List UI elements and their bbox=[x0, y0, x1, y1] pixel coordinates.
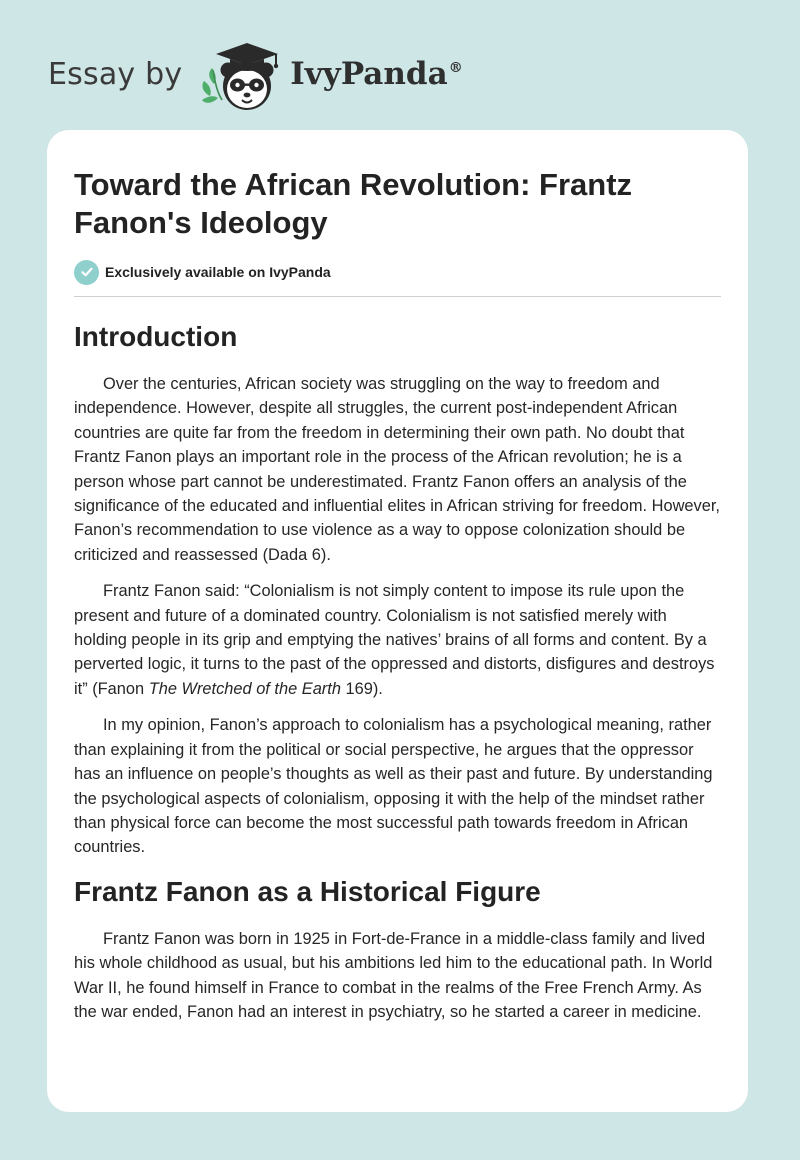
brand-name[interactable]: IvyPanda® bbox=[290, 56, 463, 92]
check-circle-icon bbox=[74, 260, 99, 285]
paragraph-quote: Frantz Fanon said: “Colonialism is not simply content to impose its rule upon the present and future of a dominated country. Colonialism is not satisfied merely with holding people in its grip and emptying the natives’ brains of all forms and content. By a perverted logic, it turns to the past of the oppressed and distorts, disfigures and destroys it” (Fanon The Wretched of the Earth 169). bbox=[74, 582, 715, 698]
exclusive-badge bbox=[74, 259, 721, 285]
site-header bbox=[48, 34, 648, 114]
section-heading-historical-figure: Frantz Fanon as a Historical Figure bbox=[74, 875, 541, 907]
panda-graduate-icon[interactable] bbox=[200, 34, 286, 114]
paragraph: Over the centuries, African society was struggling on the way to freedom and independence. However, despite all struggles, the current post-independent African countries are quite far from the freedom in determining their own path. No doubt that Frantz Fanon plays an important role in the process of the African revolution; he is a person whose part cannot be underestimated. Frantz Fanon offers an analysis of the significance of the educated and influential elites in African striving for freedom. However, Fanon’s recommendation to use violence as a way to oppose colonization should be criticized and reassessed (Dada 6). bbox=[74, 375, 720, 564]
registered-mark: ® bbox=[448, 60, 463, 76]
exclusive-badge-text: Exclusively available on IvyPanda bbox=[105, 264, 331, 280]
section-heading-introduction: Introduction bbox=[74, 321, 238, 352]
essay-title: Toward the African Revolution: Frantz Fanon's Ideology bbox=[74, 167, 633, 240]
divider bbox=[74, 296, 721, 297]
paragraph: Frantz Fanon was born in 1925 in Fort-de-France in a middle-class family and lived his whole childhood as usual, but his ambitions led him to the educational path. In World War II, he found himself in France to combat in the realms of the Free French Army. As the war ended, Fanon had an interest in psychiatry, so he started a career in medicine. bbox=[74, 929, 713, 1021]
book-title: The Wretched of the Earth bbox=[148, 679, 341, 698]
essay-card bbox=[47, 130, 748, 1112]
essay-by-label: Essay by bbox=[48, 56, 183, 92]
paragraph: In my opinion, Fanon’s approach to colonialism has a psychological meaning, rather than explaining it from the political or social perspective, he argues that the oppressor has an influence on people’s thoughts as well as their past and future. By understanding the psychological aspects of colonialism, opposing it with the help of the mindset rather than physical force can become the most successful path towards freedom in African countries. bbox=[74, 716, 713, 857]
